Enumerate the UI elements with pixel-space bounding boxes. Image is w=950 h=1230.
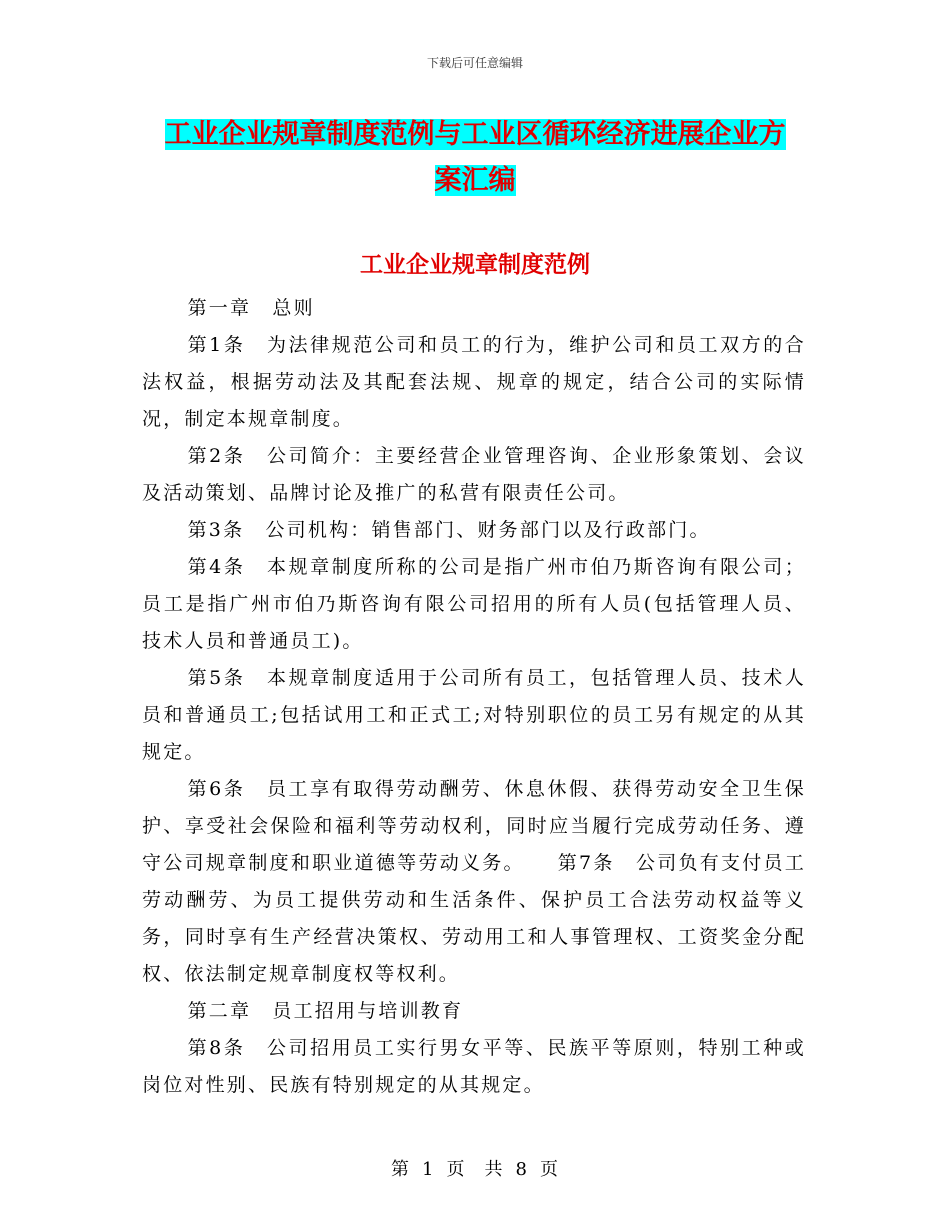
document-title: [140, 112, 810, 204]
document-body: [142, 290, 806, 1104]
chapter-heading: 第一章 总则: [187, 297, 315, 319]
footer-suffix: 页: [539, 1159, 559, 1180]
article-paragraph: 第3条 公司机构：销售部门、财务部门以及行政部门。: [187, 519, 711, 541]
page-total: 8: [515, 1159, 528, 1180]
document-title-line-1: 工业企业规章制度范例与工业区循环经济进展企业方: [164, 119, 786, 150]
article-paragraph: 第6条 员工享有取得劳动酬劳、休息休假、获得劳动安全卫生保护、享受社会保险和福利等劳动权利，同时应当履行完成劳动任务、遵守公司规章制度和职业道德等劳动义务。 第7条 公司负有支付员工劳动酬劳、为员工提供劳动和生活条件、保护员工合法劳动权益等义务，同时享有生产经营决策权、劳动用工和人事管理权、工资奖金分配权、依法制定规章制度权等权利。: [142, 778, 806, 985]
section-title: 工业企业规章制度范例: [360, 252, 590, 278]
article-paragraph: 第1条 为法律规范公司和员工的行为，维护公司和员工双方的合法权益，根据劳动法及其配套法规、规章的规定，结合公司的实际情况，制定本规章制度。: [142, 334, 806, 430]
page-number: 1: [422, 1159, 435, 1180]
chapter-heading: 第二章 员工招用与培训教育: [187, 1000, 464, 1022]
footer-prefix: 第: [391, 1159, 411, 1180]
article-paragraph: 第4条 本规章制度所称的公司是指广州市伯乃斯咨询有限公司；员工是指广州市伯乃斯咨询有限公司招用的所有人员(包括管理人员、技术人员和普通员工)。: [142, 556, 806, 652]
article-paragraph: 第2条 公司简介：主要经营企业管理咨询、企业形象策划、会议及活动策划、品牌讨论及推广的私营有限责任公司。: [142, 445, 806, 504]
header-note: 下载后可任意编辑: [426, 56, 523, 70]
page-footer: [0, 1155, 950, 1181]
article-paragraph: 第8条 公司招用员工实行男女平等、民族平等原则，特别工种或岗位对性别、民族有特别规定的从其规定。: [142, 1037, 806, 1096]
document-title-line-2: 案汇编: [434, 165, 516, 196]
footer-middle: 页 共: [446, 1159, 504, 1180]
article-paragraph: 第5条 本规章制度适用于公司所有员工，包括管理人员、技术人员和普通员工;包括试用工和正式工;对特别职位的员工另有规定的从其规定。: [142, 667, 806, 763]
